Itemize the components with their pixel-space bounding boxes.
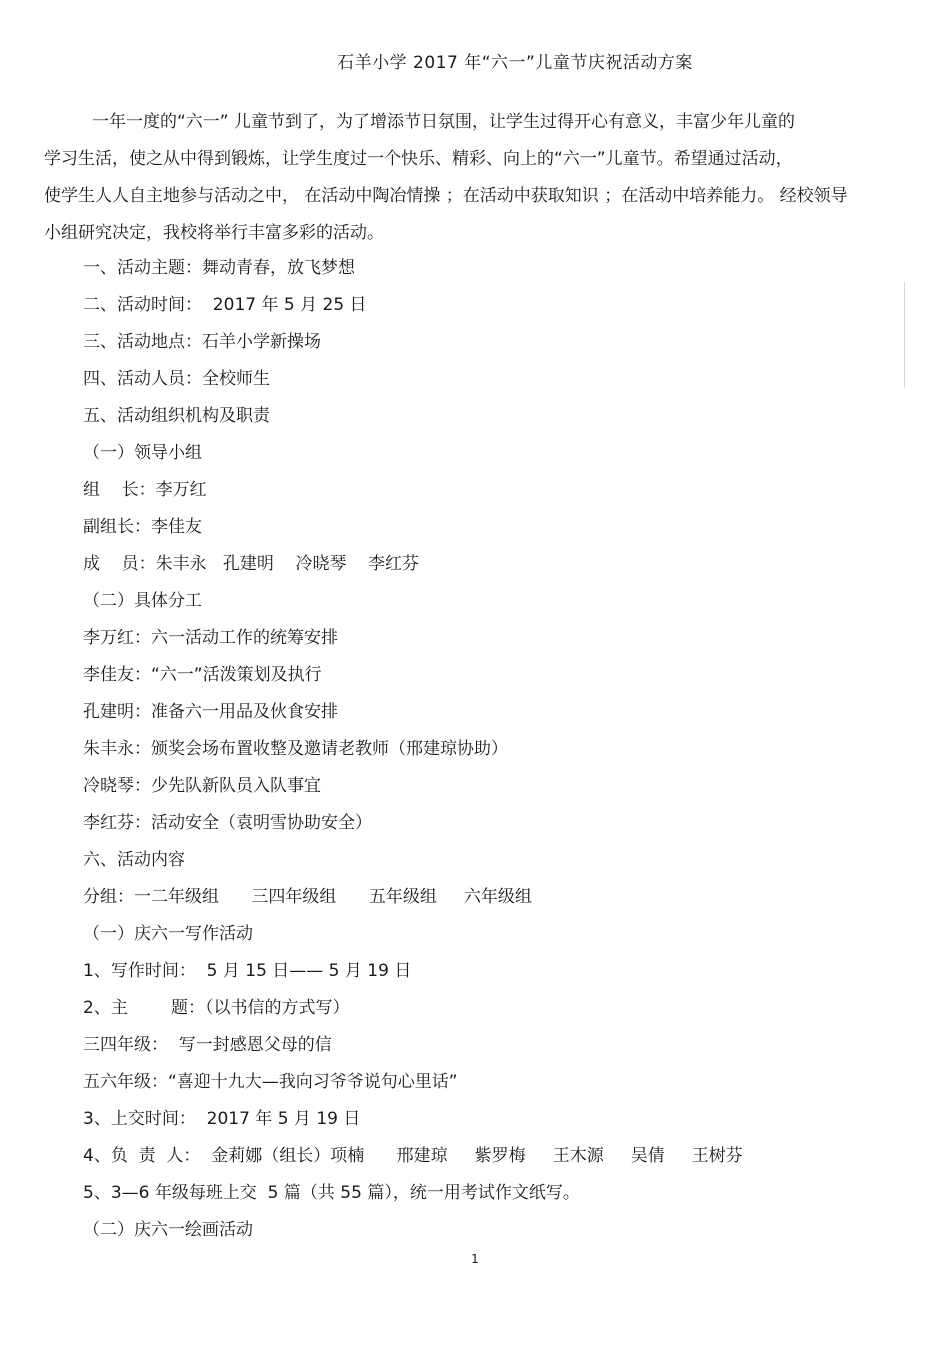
text-line: 2、主 题：（以书信的方式写） — [83, 998, 350, 1018]
text-line: （一）领导小组 — [83, 443, 202, 463]
text-line: 分组：一二年级组 三四年级组 五年级组 六年级组 — [83, 887, 532, 907]
text-line: 四、活动人员：全校师生 — [83, 369, 270, 389]
plan-content — [83, 250, 903, 1249]
text-line: 冷晓琴：少先队新队员入队事宜 — [83, 776, 321, 796]
intro-line: 学习生活，使之从中得到锻炼，让学生度过一个快乐、精彩、向上的“六一”儿童节。希望通过活动， — [44, 149, 793, 169]
text-line: 孔建明：准备六一用品及伙食安排 — [83, 702, 338, 722]
text-line: 3、上交时间： 2017 年 5 月 19 日 — [83, 1109, 361, 1129]
text-line: 5、3—6 年级每班上交 5 篇（共 55 篇），统一用考试作文纸写。 — [83, 1183, 580, 1203]
text-line: 1、写作时间： 5 月 15 日—— 5 月 19 日 — [83, 961, 412, 981]
page-number: 1 — [471, 1252, 479, 1266]
text-line: （二）具体分工 — [83, 591, 202, 611]
text-line: （二）庆六一绘画活动 — [83, 1220, 253, 1240]
text-line: 成 员：朱丰永 孔建明 冷晓琴 李红芬 — [83, 554, 420, 574]
intro-line: 使学生人人自主地参与活动之中， 在活动中陶冶情操 ；在活动中获取知识 ；在活动中培养能力。 经校领导 — [44, 186, 848, 206]
text-line: 李佳友：“六一”活泼策划及执行 — [83, 665, 322, 685]
text-line: 一、活动主题：舞动青春，放飞梦想 — [83, 258, 355, 278]
text-line: 五六年级：“喜迎十九大—我向习爷爷说句心里话” — [83, 1072, 458, 1092]
text-line: 朱丰永：颁奖会场布置收整及邀请老教师（邢建琼协助） — [83, 739, 508, 759]
text-line: 4、负 责 人： 金莉娜（组长）项楠 邢建琼 紫罗梅 王木源 吴倩 王树芬 — [83, 1146, 743, 1166]
intro-line: 小组研究决定，我校将举行丰富多彩的活动。 — [44, 223, 384, 243]
intro-paragraph — [44, 104, 910, 252]
text-line: 三四年级： 写一封感恩父母的信 — [83, 1035, 332, 1055]
text-line: 六、活动内容 — [83, 850, 185, 870]
text-line: 二、活动时间： 2017 年 5 月 25 日 — [83, 295, 367, 315]
intro-line: 一年一度的“六一” 儿童节到了，为了增添节日氛围，让学生过得开心有意义，丰富少年儿童的 — [92, 112, 796, 132]
document-title: 石羊小学 2017 年“六一”儿童节庆祝活动方案 — [337, 53, 693, 73]
text-line: 组 长：李万红 — [83, 480, 207, 500]
text-line: 李红芬：活动安全（袁明雪协助安全） — [83, 813, 372, 833]
text-line: 三、活动地点：石羊小学新操场 — [83, 332, 321, 352]
text-line: （一）庆六一写作活动 — [83, 924, 253, 944]
text-line: 副组长：李佳友 — [83, 517, 202, 537]
margin-rule — [904, 282, 905, 388]
text-line: 五、活动组织机构及职责 — [83, 406, 270, 426]
text-line: 李万红：六一活动工作的统筹安排 — [83, 628, 338, 648]
